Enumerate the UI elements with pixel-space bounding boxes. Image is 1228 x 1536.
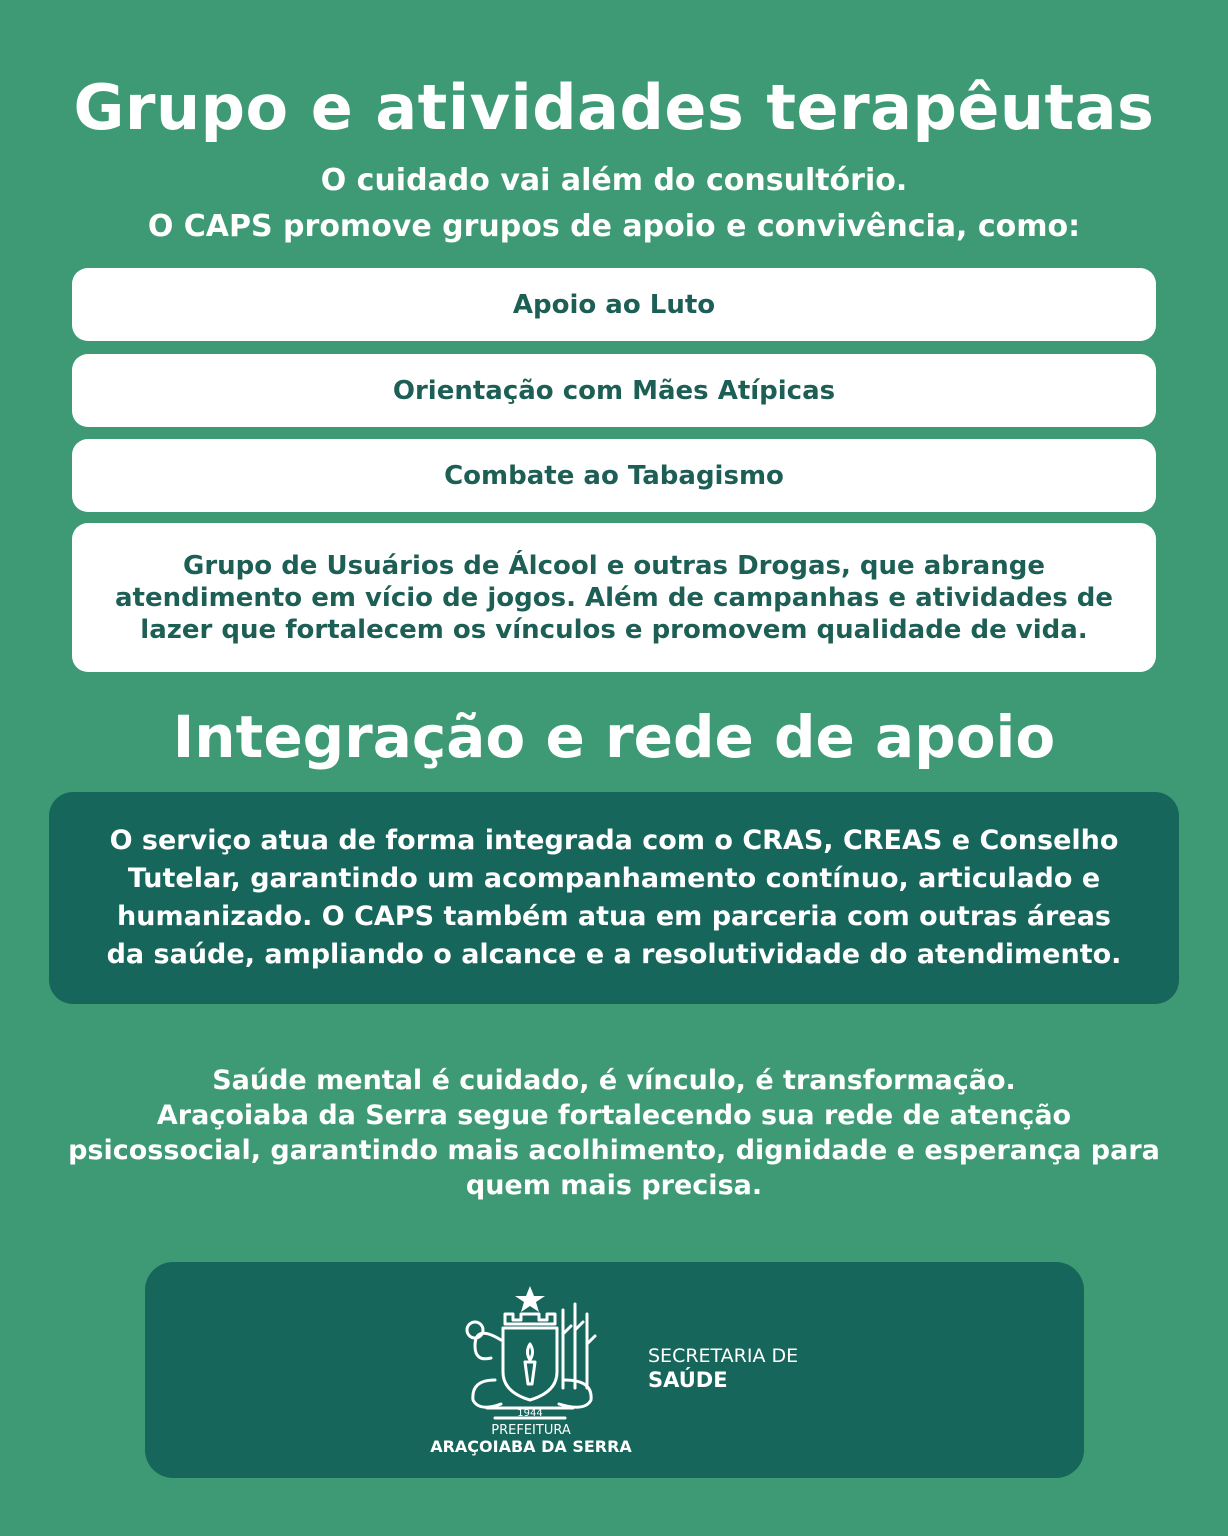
svg-text:1944: 1944	[517, 1408, 543, 1419]
intro-line-2: O CAPS promove grupos de apoio e convivência, como:	[147, 209, 1081, 244]
closing-line-2: Araçoiaba da Serra segue fortalecendo sua rede de atenção psicossocial, garantindo mais acolhimento, dignidade e esperança para quem mais precisa.	[68, 1100, 1160, 1201]
department-name: SAÚDE	[648, 1368, 728, 1392]
intro-text	[0, 158, 1228, 250]
integration-panel	[49, 792, 1179, 1004]
group-card-alcool-drogas: Grupo de Usuários de Álcool e outras Drogas, que abrange atendimento em vício de jogos. Além de campanhas e atividades de lazer que fortalecem os vínculos e promovem qualidade de vida.	[72, 523, 1156, 672]
intro-line-1: O cuidado vai além do consultório.	[320, 163, 908, 198]
city-coat-of-arms-icon	[445, 1284, 615, 1434]
integration-text: O serviço atua de forma integrada com o CRAS, CREAS e Conselho Tutelar, garantindo um acompanhamento contínuo, articulado e humanizado. O CAPS também atua em parceria com outras áreas da saúde, ampliando o alcance e a resolutividade do atendimento.	[106, 825, 1122, 970]
closing-text	[60, 1063, 1168, 1203]
prefeitura-label: PREFEITURA	[491, 1423, 571, 1438]
group-card-maes-atipicas: Orientação com Mães Atípicas	[72, 354, 1156, 427]
closing-line-1: Saúde mental é cuidado, é vínculo, é transformação.	[212, 1065, 1016, 1096]
group-card-luto: Apoio ao Luto	[72, 268, 1156, 341]
secretaria-label: SECRETARIA DE	[648, 1345, 799, 1367]
footer-panel	[145, 1262, 1084, 1478]
group-card-tabagismo: Combate ao Tabagismo	[72, 439, 1156, 512]
page-title: Grupo e atividades terapêutas	[73, 71, 1155, 144]
city-name: ARAÇOIABA DA SERRA	[430, 1437, 632, 1456]
integration-title: Integração e rede de apoio	[172, 703, 1056, 771]
